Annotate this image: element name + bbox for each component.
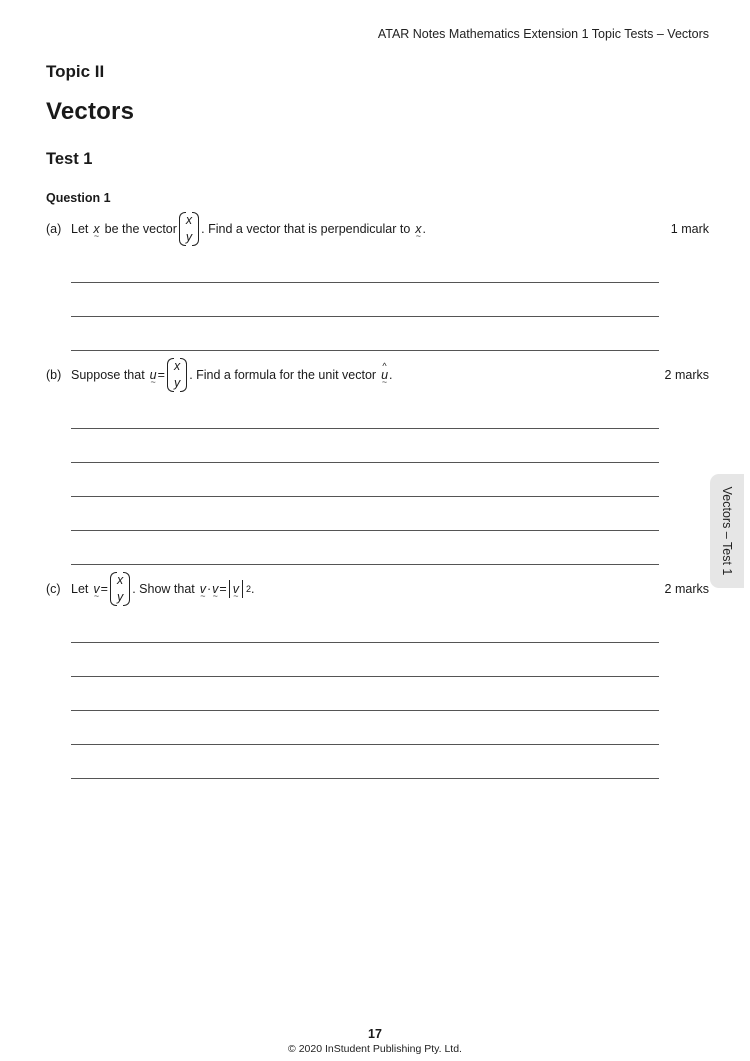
answer-line[interactable]: [71, 530, 659, 531]
part-a-text-4: .: [422, 222, 427, 236]
side-tab-label: Vectors – Test 1: [720, 486, 734, 576]
equals-sign: =: [157, 368, 165, 382]
answer-line[interactable]: [71, 462, 659, 463]
part-a-text: [71, 210, 426, 248]
part-c-text-1: Let: [71, 582, 89, 596]
part-c-text: [71, 570, 254, 608]
page-title: Vectors: [46, 98, 135, 125]
column-vector-bottom: y: [116, 590, 124, 604]
question-label: Question 1: [46, 191, 111, 205]
part-b-label: (b): [46, 368, 62, 382]
copyright-notice: © 2020 InStudent Publishing Pty. Ltd.: [288, 1043, 462, 1055]
exponent: 2: [245, 584, 251, 594]
part-b-text-4: .: [389, 368, 393, 382]
answer-line[interactable]: [71, 316, 659, 317]
side-tab: [710, 474, 744, 588]
dot-operator: ·: [207, 582, 212, 596]
abs-bar-left: [229, 580, 230, 598]
part-a-text-1: Let: [71, 222, 89, 236]
answer-line[interactable]: [71, 710, 659, 711]
answer-line[interactable]: [71, 642, 659, 643]
vector-v: v ~: [200, 582, 206, 596]
column-vector-bottom: y: [173, 376, 181, 390]
vector-x: x ~: [93, 222, 99, 236]
topic-label: Topic II: [46, 62, 105, 81]
part-a-text-2: be the vector: [104, 222, 177, 236]
answer-line[interactable]: [71, 282, 659, 283]
abs-bar-right: [242, 580, 243, 598]
vector-v: v ~: [212, 582, 218, 596]
vector-v: v ~: [93, 582, 99, 596]
part-b-text-1: Suppose that: [71, 368, 145, 382]
part-a-text-3: . Find a vector that is perpendicular to: [201, 222, 411, 236]
test-label: Test 1: [46, 150, 93, 168]
page-number: 17: [368, 1027, 382, 1041]
unit-vector-u-hat: ^ u ~: [381, 368, 388, 382]
column-vector: [179, 210, 199, 248]
answer-line[interactable]: [71, 564, 659, 565]
column-vector: [110, 570, 130, 608]
column-vector-top: x: [116, 573, 124, 587]
equals-sign: =: [100, 582, 108, 596]
column-vector-top: x: [173, 359, 181, 373]
part-b-text: [71, 356, 393, 394]
column-vector-bottom: y: [185, 230, 193, 244]
part-c-marks: 2 marks: [664, 582, 709, 596]
answer-line[interactable]: [71, 350, 659, 351]
column-vector-top: x: [185, 213, 193, 227]
equals-sign: =: [219, 582, 227, 596]
part-b-marks: 2 marks: [664, 368, 709, 382]
part-c-label: (c): [46, 582, 61, 596]
part-a-marks: 1 mark: [670, 222, 709, 236]
answer-line[interactable]: [71, 778, 659, 779]
part-c-text-3: . Show that: [132, 582, 195, 596]
part-c-text-4: .: [251, 582, 255, 596]
answer-line[interactable]: [71, 744, 659, 745]
column-vector: [167, 356, 187, 394]
answer-line[interactable]: [71, 428, 659, 429]
vector-x: x ~: [415, 222, 421, 236]
answer-line[interactable]: [71, 496, 659, 497]
part-b-text-3: . Find a formula for the unit vector: [189, 368, 377, 382]
vector-u: u ~: [150, 368, 157, 382]
answer-line[interactable]: [71, 676, 659, 677]
vector-v: v ~: [233, 582, 239, 596]
running-header: ATAR Notes Mathematics Extension 1 Topic Tests – Vectors: [377, 27, 709, 41]
part-a-label: (a): [46, 222, 62, 236]
